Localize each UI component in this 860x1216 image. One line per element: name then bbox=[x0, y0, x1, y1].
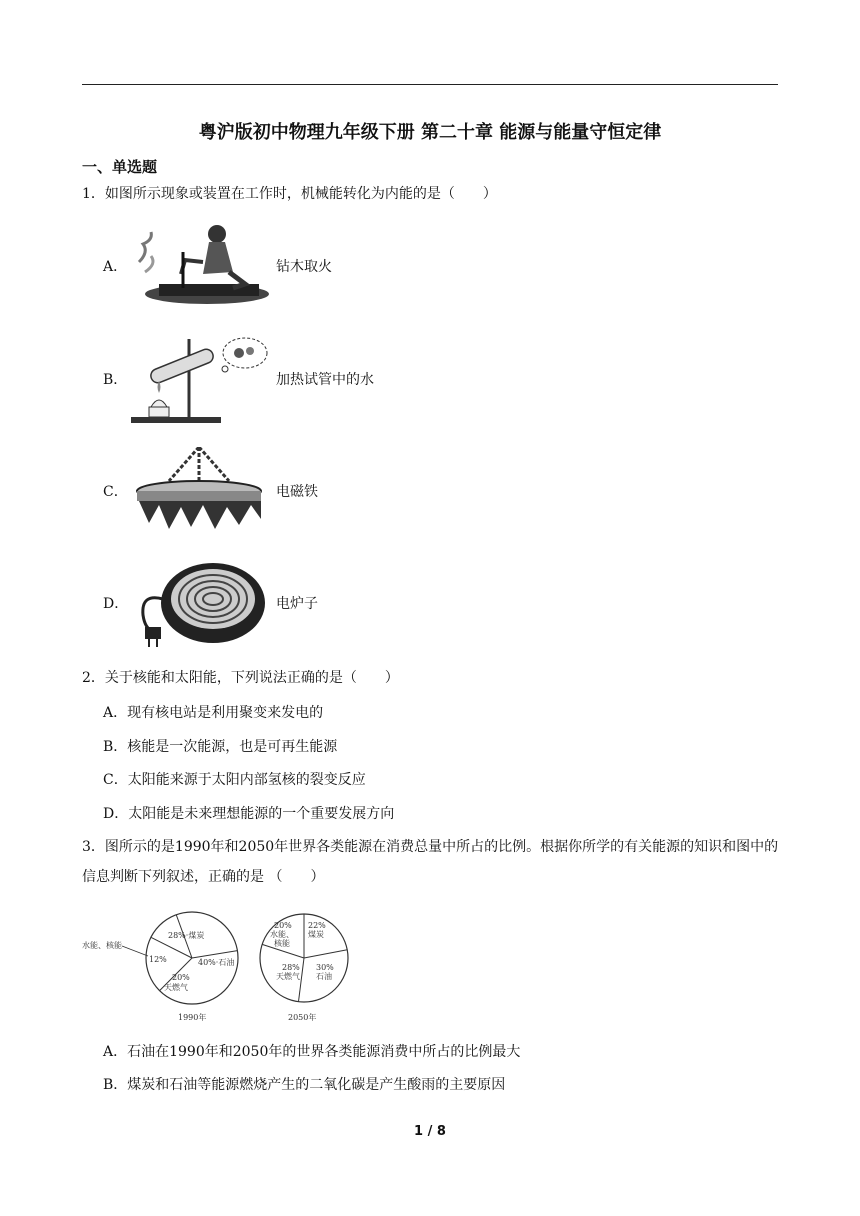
option-letter: B． bbox=[103, 372, 128, 388]
pie-2050-label-hydro: 20% bbox=[274, 921, 292, 930]
fire-drilling-icon bbox=[129, 222, 269, 312]
pie-chart-1990 bbox=[82, 912, 238, 1022]
q3-option-a[interactable]: A．石油在1990年和2050年的世界各类能源消费中所占的比例最大 bbox=[103, 1044, 521, 1060]
pie-chart-2050 bbox=[260, 914, 348, 1022]
electromagnet-icon bbox=[129, 447, 269, 537]
question-1-stem: 1．如图所示现象或装置在工作时，机械能转化为内能的是（ ） bbox=[82, 186, 497, 202]
pie-1990-label-gas-pct: 20% bbox=[172, 973, 190, 982]
option-letter: C． bbox=[103, 484, 128, 500]
pie-1990-outside-label: 水能、核能 bbox=[82, 941, 122, 950]
option-letter: A． bbox=[103, 259, 128, 275]
pie-2050-title: 2050年 bbox=[288, 1013, 317, 1022]
section-heading: 一、单选题 bbox=[82, 158, 158, 176]
energy-pie-charts bbox=[82, 906, 372, 1026]
svg-text:石油: 石油 bbox=[316, 972, 332, 981]
pie-1990-label-coal: 28%·煤炭 bbox=[168, 931, 205, 940]
q2-option-b[interactable]: B．核能是一次能源，也是可再生能源 bbox=[103, 739, 338, 755]
q2-option-c[interactable]: C．太阳能来源于太阳内部氢核的裂变反应 bbox=[103, 772, 366, 788]
pie-2050-label-gas: 28% bbox=[282, 963, 300, 972]
page-number: 1 / 8 bbox=[414, 1124, 446, 1139]
header-rule bbox=[82, 84, 778, 85]
pie-1990-label-oil: 40%·石油 bbox=[198, 958, 235, 967]
q1-option-b[interactable] bbox=[103, 335, 503, 425]
svg-text:核能: 核能 bbox=[274, 939, 290, 948]
pie-1990-label-gas: 天燃气 bbox=[164, 983, 188, 992]
electric-stove-icon bbox=[129, 559, 269, 649]
pie-2050-label-coal: 22% bbox=[308, 921, 326, 930]
option-letter: D． bbox=[103, 596, 129, 612]
pie-2050-label-oil: 30% bbox=[316, 963, 334, 972]
svg-text:煤炭: 煤炭 bbox=[308, 930, 324, 939]
option-text: 加热试管中的水 bbox=[276, 372, 374, 388]
svg-text:天燃气: 天燃气 bbox=[276, 972, 300, 981]
option-text: 电炉子 bbox=[276, 596, 318, 612]
q1-option-a[interactable] bbox=[103, 222, 503, 312]
question-2-stem: 2．关于核能和太阳能，下列说法正确的是（ ） bbox=[82, 670, 399, 686]
pie-1990-label-hydro: 12% bbox=[149, 955, 167, 964]
pie-1990-title: 1990年 bbox=[178, 1013, 207, 1022]
page-title: 粤沪版初中物理九年级下册 第二十章 能源与能量守恒定律 bbox=[198, 122, 662, 143]
test-tube-heating-icon bbox=[129, 335, 269, 425]
option-text: 电磁铁 bbox=[276, 484, 318, 500]
svg-text:水能、: 水能、 bbox=[270, 930, 294, 939]
question-3-stem: 3．图所示的是1990年和2050年世界各类能源在消费总量中所占的比例。根据你所学的有关能源的知识和图中的信息判断下列叙述，正确的是 （ ） bbox=[82, 839, 779, 885]
q2-option-d[interactable]: D．太阳能是未来理想能源的一个重要发展方向 bbox=[103, 806, 395, 822]
option-text: 钻木取火 bbox=[276, 259, 332, 275]
q1-option-d[interactable] bbox=[103, 559, 503, 649]
q1-option-c[interactable] bbox=[103, 447, 503, 537]
q2-option-a[interactable]: A．现有核电站是利用聚变来发电的 bbox=[103, 705, 324, 721]
q3-option-b[interactable]: B．煤炭和石油等能源燃烧产生的二氧化碳是产生酸雨的主要原因 bbox=[103, 1077, 506, 1093]
